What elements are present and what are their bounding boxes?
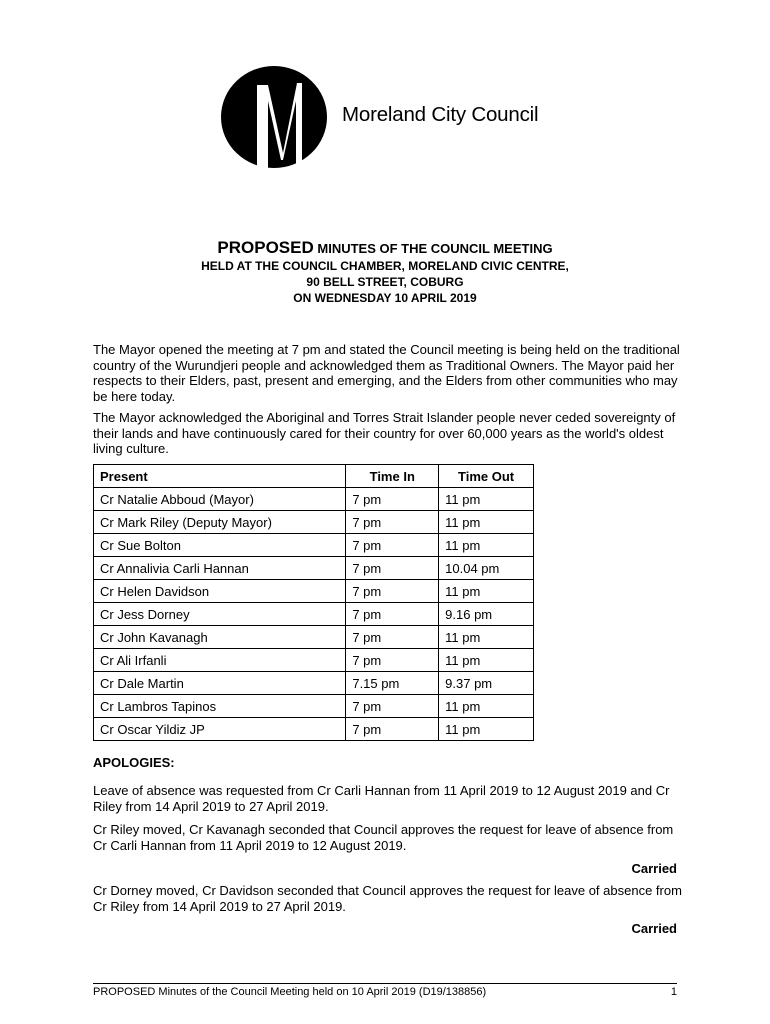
time-in: 7 pm: [346, 695, 439, 718]
table-row: [94, 534, 534, 557]
council-name: Moreland City Council: [342, 103, 539, 126]
table-row: [94, 718, 534, 741]
councillor-name: Cr Sue Bolton: [94, 534, 346, 557]
councillor-name: Cr Helen Davidson: [94, 580, 346, 603]
councillor-name: Cr Oscar Yildiz JP: [94, 718, 346, 741]
time-in: 7 pm: [346, 580, 439, 603]
time-out: 11 pm: [439, 695, 534, 718]
time-in: 7 pm: [346, 488, 439, 511]
leave-request-paragraph: Leave of absence was requested from Cr Carli Hannan from 11 April 2019 to 12 August 2019 and Cr Riley from 14 April 2019 to 27 April 2019.: [93, 783, 670, 814]
heading-line-1: [0, 239, 770, 258]
table-row: [94, 511, 534, 534]
councillor-name: Cr Jess Dorney: [94, 603, 346, 626]
councillor-name: Cr Ali Irfanli: [94, 649, 346, 672]
opening-paragraph: The Mayor opened the meeting at 7 pm and stated the Council meeting is being held on the traditional country of the Wurundjeri people and acknowledged them as Traditional Owners. The Mayor paid her respects to their Elders, past, present and emerging, and the Elders from other communities who may be here today.: [93, 342, 680, 404]
time-in: 7 pm: [346, 534, 439, 557]
time-out: 11 pm: [439, 626, 534, 649]
heading-line-4: ON WEDNESDAY 10 APRIL 2019: [293, 291, 477, 305]
page-number: 1: [670, 986, 677, 998]
proposed-label: PROPOSED: [217, 238, 314, 257]
time-in: 7 pm: [346, 511, 439, 534]
footer-divider: [93, 983, 677, 984]
table-row: [94, 488, 534, 511]
motion-1-paragraph: Cr Riley moved, Cr Kavanagh seconded that Council approves the request for leave of absence from Cr Carli Hannan from 11 April 2019 to 12 August 2019.: [93, 822, 674, 853]
document-heading: [0, 239, 770, 306]
time-out: 9.16 pm: [439, 603, 534, 626]
time-out: 11 pm: [439, 534, 534, 557]
heading-line-2: HELD AT THE COUNCIL CHAMBER, MORELAND CIVIC CENTRE,: [201, 259, 569, 273]
time-out: 11 pm: [439, 580, 534, 603]
heading-line-3: 90 BELL STREET, COBURG: [306, 275, 464, 289]
councillor-name: Cr Mark Riley (Deputy Mayor): [94, 511, 346, 534]
table-row: [94, 626, 534, 649]
apologies-heading: APOLOGIES:: [93, 755, 175, 770]
time-out: 10.04 pm: [439, 557, 534, 580]
table-row: [94, 580, 534, 603]
time-in: 7.15 pm: [346, 672, 439, 695]
present-header: Present: [94, 465, 346, 488]
footer-text: PROPOSED Minutes of the Council Meeting held on 10 April 2019 (D19/138856): [93, 986, 487, 998]
table-row: [94, 672, 534, 695]
table-row: [94, 649, 534, 672]
councillor-name: Cr Dale Martin: [94, 672, 346, 695]
time-in: 7 pm: [346, 557, 439, 580]
council-emblem-icon: [221, 65, 331, 170]
motion-2-paragraph: Cr Dorney moved, Cr Davidson seconded that Council approves the request for leave of absence from Cr Riley from 14 April 2019 to 27 April 2019.: [93, 883, 682, 914]
attendance-table: [93, 464, 534, 741]
councillor-name: Cr John Kavanagh: [94, 626, 346, 649]
time-in: 7 pm: [346, 649, 439, 672]
time-in-header: Time In: [346, 465, 439, 488]
time-out: 11 pm: [439, 511, 534, 534]
table-row: [94, 557, 534, 580]
time-out: 11 pm: [439, 649, 534, 672]
attendance-header-row: [94, 465, 534, 488]
time-out: 9.37 pm: [439, 672, 534, 695]
time-in: 7 pm: [346, 626, 439, 649]
table-row: [94, 695, 534, 718]
time-out: 11 pm: [439, 718, 534, 741]
time-out: 11 pm: [439, 488, 534, 511]
councillor-name: Cr Natalie Abboud (Mayor): [94, 488, 346, 511]
councillor-name: Cr Annalivia Carli Hannan: [94, 557, 346, 580]
carried-label-1: Carried: [631, 861, 677, 876]
council-logo: [221, 65, 561, 170]
table-row: [94, 603, 534, 626]
time-in: 7 pm: [346, 718, 439, 741]
page-footer: [93, 986, 677, 998]
time-out-header: Time Out: [439, 465, 534, 488]
time-in: 7 pm: [346, 603, 439, 626]
heading-title: MINUTES OF THE COUNCIL MEETING: [317, 241, 553, 256]
councillor-name: Cr Lambros Tapinos: [94, 695, 346, 718]
carried-label-2: Carried: [631, 921, 677, 936]
acknowledgement-paragraph: The Mayor acknowledged the Aboriginal and Torres Strait Islander people never ceded sovereignty of their lands and have continuously cared for their country for over 60,000 years as the world's oldest living culture.: [93, 410, 676, 457]
